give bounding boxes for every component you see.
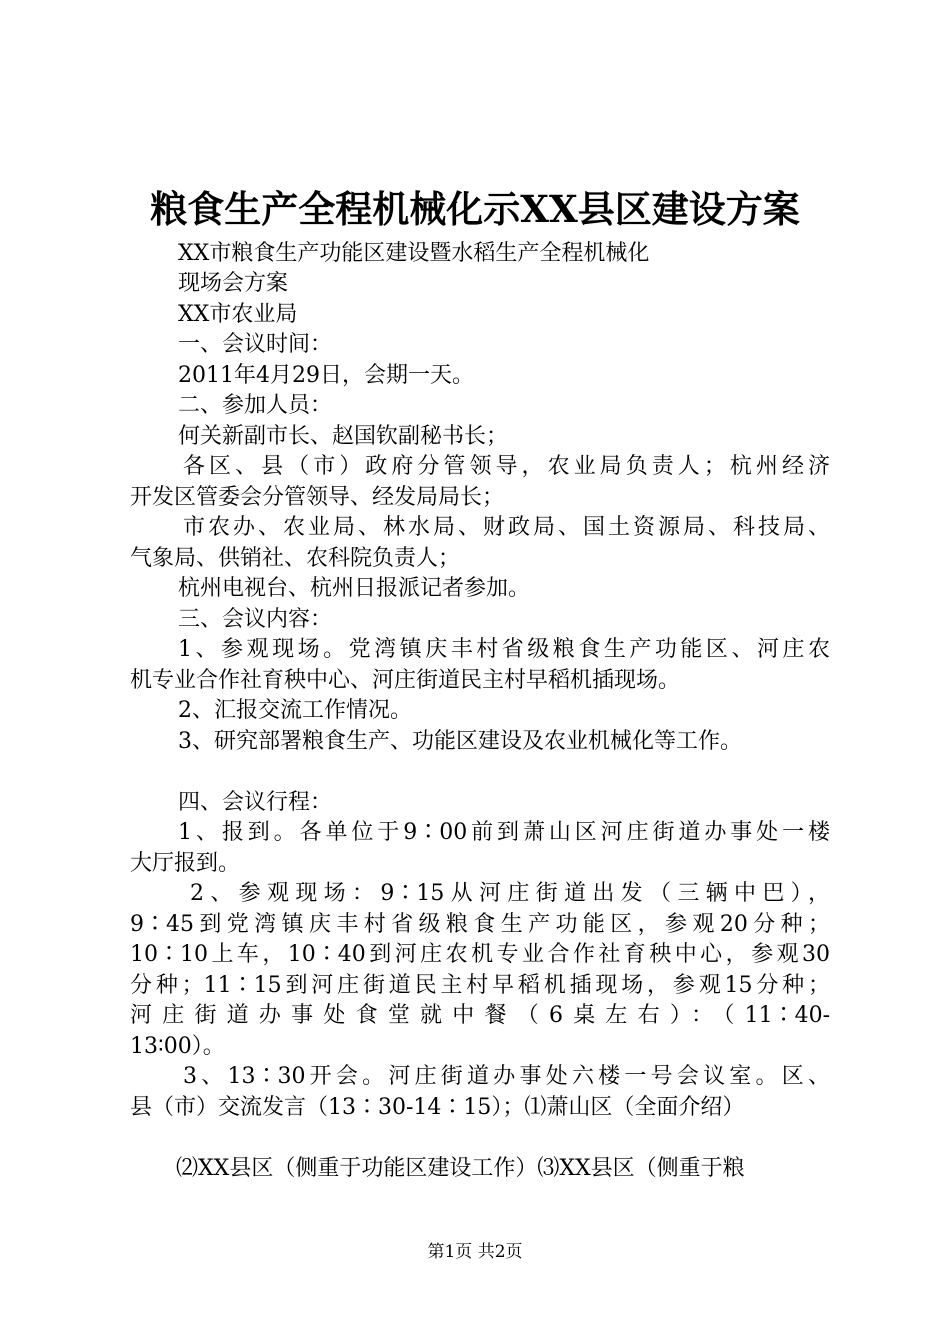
body-line: 9∶45到党湾镇庆丰村省级粮食生产功能区，参观20分种； bbox=[130, 912, 830, 937]
body-line: 何关新副市长、赵国钦副秘书长； bbox=[178, 424, 509, 449]
body-line: 河庄街道办事处食堂就中餐（6桌左右）：（11∶40- bbox=[130, 1003, 830, 1028]
body-line: 大厅报到。 bbox=[130, 851, 241, 876]
body-line: 13∶00）。 bbox=[130, 1034, 225, 1059]
body-line: 2011年4月29日，会期一天。 bbox=[178, 363, 474, 388]
section-heading: 二、参加人员： bbox=[178, 393, 333, 418]
document-title: 粮食生产全程机械化示XX县区建设方案 bbox=[150, 187, 800, 231]
body-line: ⑵XX县区（侧重于功能区建设工作）⑶XX县区（侧重于粮 bbox=[176, 1156, 745, 1181]
body-line: 杭州电视台、杭州日报派记者参加。 bbox=[178, 576, 531, 601]
body-line: 机专业合作社育秧中心、河庄街道民主村早稻机插现场。 bbox=[130, 668, 681, 693]
body-line: 2、汇报交流工作情况。 bbox=[178, 698, 412, 723]
section-heading: 三、会议内容： bbox=[178, 607, 333, 632]
body-line: 1、参观现场。党湾镇庆丰村省级粮食生产功能区、河庄农 bbox=[178, 637, 830, 662]
body-line: 开发区管委会分管领导、经发局局长； bbox=[130, 485, 505, 510]
body-line: 2、参观现场：9∶15从河庄街道出发（三辆中巴）， bbox=[190, 881, 830, 906]
body-line: 气象局、供销社、农科院负责人； bbox=[130, 546, 461, 571]
section-heading: 一、会议时间： bbox=[178, 332, 333, 357]
section-heading: 四、会议行程： bbox=[178, 790, 333, 815]
page-number: 第1页 共2页 bbox=[427, 1242, 523, 1262]
body-line: 现场会方案 bbox=[178, 271, 289, 296]
body-line: 10∶10上车，10∶40到河庄农机专业合作社育秧中心，参观30 bbox=[130, 942, 830, 967]
body-line: 各区、县（市）政府分管领导，农业局负责人；杭州经济 bbox=[183, 454, 830, 479]
body-line: 市农办、农业局、林水局、财政局、国土资源局、科技局、 bbox=[183, 515, 830, 540]
body-line: XX市粮食生产功能区建设暨水稻生产全程机械化 bbox=[178, 241, 650, 266]
body-line: 3、13∶30开会。河庄街道办事处六楼一号会议室。区、 bbox=[183, 1064, 830, 1089]
body-line: XX市农业局 bbox=[178, 302, 298, 327]
body-line: 1、报到。各单位于9∶00前到萧山区河庄街道办事处一楼 bbox=[178, 820, 830, 845]
body-line: 分种；11∶15到河庄街道民主村早稻机插现场，参观15分种； bbox=[130, 973, 830, 998]
body-line: 3、研究部署粮食生产、功能区建设及农业机械化等工作。 bbox=[178, 729, 742, 754]
body-line: 县（市）交流发言（13∶30-14∶15）；⑴萧山区（全面介绍） bbox=[130, 1095, 745, 1120]
